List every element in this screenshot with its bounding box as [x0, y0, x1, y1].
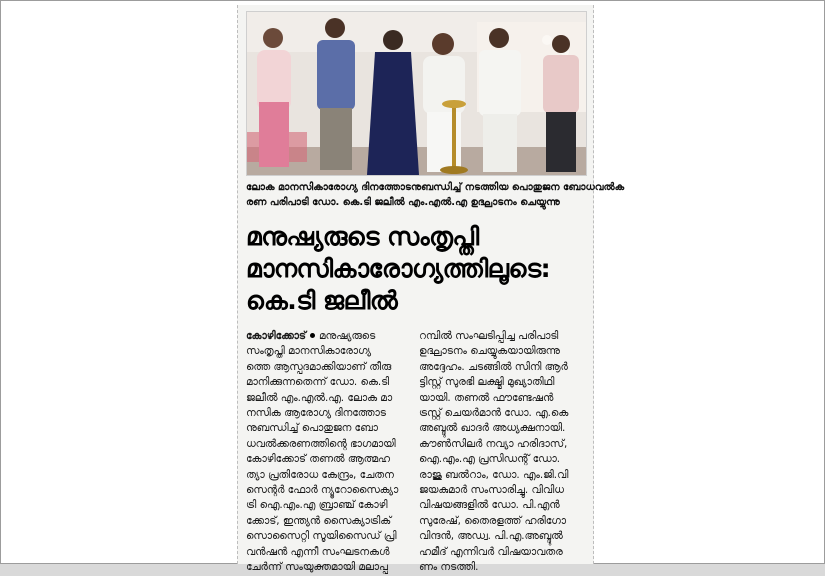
person-man-pink-shirt — [543, 35, 579, 172]
article-headline — [246, 221, 585, 317]
article-line: ഹമീദ് എന്നിവർ വിഷയാവതര — [419, 545, 563, 558]
bullet-icon — [310, 333, 315, 338]
caption-line: രണ പരിപാടി ഡോ. കെ.ടി ജലീൽ എം.എൽ.എ ഉദ്ഘാടനം ചെയ്യുന്നു — [246, 197, 560, 208]
article-line: ജയകുമാർ സംസാരിച്ചു. വിവിധ — [419, 484, 564, 497]
article-line: ത്യാ പ്രതിരോധ കേന്ദ്രം, ചേതന — [246, 468, 394, 481]
article-column-right — [419, 329, 587, 576]
article-line: സുരേഷ്, തൈരളത്ത് ഹരിഗോ — [419, 514, 567, 527]
headline-line: മനുഷ്യരുടെ സംതൃപ്തി — [246, 222, 479, 251]
caption-line: ലോക മാനസികാരോഗ്യ ദിനത്തോടനുബന്ധിച്ച് നടത്തിയ പൊതുജന ബോധവൽക — [246, 182, 625, 193]
article-column-left — [246, 329, 414, 576]
article-line: അദ്ദേഹം. ചടങ്ങിൽ സിനി ആർ — [419, 360, 568, 373]
headline-line: കെ.ടി ജലീൽ — [246, 286, 398, 315]
article-line: കൗൺസിലർ നവ്യാ ഹരിദാസ്, — [419, 437, 568, 450]
person-man-checked-shirt — [317, 18, 355, 170]
article-line: ട്രി ഐ.എം.എ ബ്രാഞ്ച് കോഴി — [246, 499, 388, 512]
event-photo — [246, 11, 587, 176]
article-line: റമ്പിൽ സംഘടിപ്പിച്ച പരിപാടി — [419, 330, 559, 342]
article-line: രാജു ബൽറാം, ഡോ. എം.ജി.വി — [419, 468, 569, 481]
article-line: ണം നടത്തി. — [419, 561, 479, 574]
headline-line: മാനസികാരോഗ്യത്തിലൂടെ: — [246, 254, 551, 283]
article-line: ഐ.എം.എ പ്രസിഡന്റ് ഡോ. — [419, 453, 561, 466]
article-line: വൻഷൻ എന്നീ സംഘടനകൾ — [246, 545, 390, 558]
article-line: ട്ടിസ്റ്റ് സുരഭി ലക്ഷ്മി മുഖ്യാതിഥി — [419, 376, 555, 389]
article-line-text: മനുഷ്യരുടെ — [318, 330, 376, 342]
article-line: കോഴിക്കോട് തണൽ ആത്മഹ — [246, 453, 390, 466]
article-line: ക്കോട്, ഇന്ത്യൻ സൈക്യാട്രിക് — [246, 514, 392, 527]
article-line: നസിക ആരോഗ്യ ദിനത്തോട — [246, 407, 386, 420]
article-line: നുബന്ധിച്ച് പൊതുജന ബോ — [246, 422, 378, 435]
article-line: വിഷയങ്ങളിൽ ഡോ. പി.എൻ — [419, 499, 560, 512]
article-line: സെന്റർ ഫോർ ന്യൂറോസൈക്യാ — [246, 484, 399, 497]
article-line: യായി. തണൽ ഫൗണ്ടേഷൻ — [419, 391, 554, 404]
article-line: മാനിക്കുന്നതെന്ന് ഡോ. കെ.ടി — [246, 376, 390, 389]
article-line — [246, 329, 414, 344]
article-line: ട്രസ്റ്റ് ചെയർമാൻ ഡോ. എ.കെ — [419, 407, 569, 420]
article-line: അബ്ദുൽ ഖാദർ അധ്യക്ഷനായി. — [419, 422, 566, 435]
article-line: വിന്ദൻ, അഡ്വ. പി.എ.അബ്ദുൽ — [419, 530, 563, 543]
article-line: ധവൽക്കരണത്തിന്റെ ഭാഗമായി — [246, 437, 396, 450]
article-line: ചേർന്ന് സംയുക്തമായി മലാപ്പ — [246, 561, 388, 574]
newspaper-clipping — [237, 5, 625, 574]
dateline: കോഴിക്കോട് — [246, 330, 306, 342]
article-line: ഉദ്ഘാടനം ചെയ്യുകയായിരുന്നു — [419, 345, 560, 358]
article-line: ജലീൽ എം.എൽ.എ. ലോക മാ — [246, 391, 393, 404]
article-line: സൊസൈറ്റി സൂയിസൈഡ് പ്രി — [246, 530, 397, 543]
article-line: സംതൃപ്തി മാനസികാരോഗ്യ — [246, 345, 371, 358]
photo-caption — [246, 180, 625, 210]
article-line: ത്തെ ആസ്പദമാക്കിയാണ് തീരു — [246, 360, 392, 373]
